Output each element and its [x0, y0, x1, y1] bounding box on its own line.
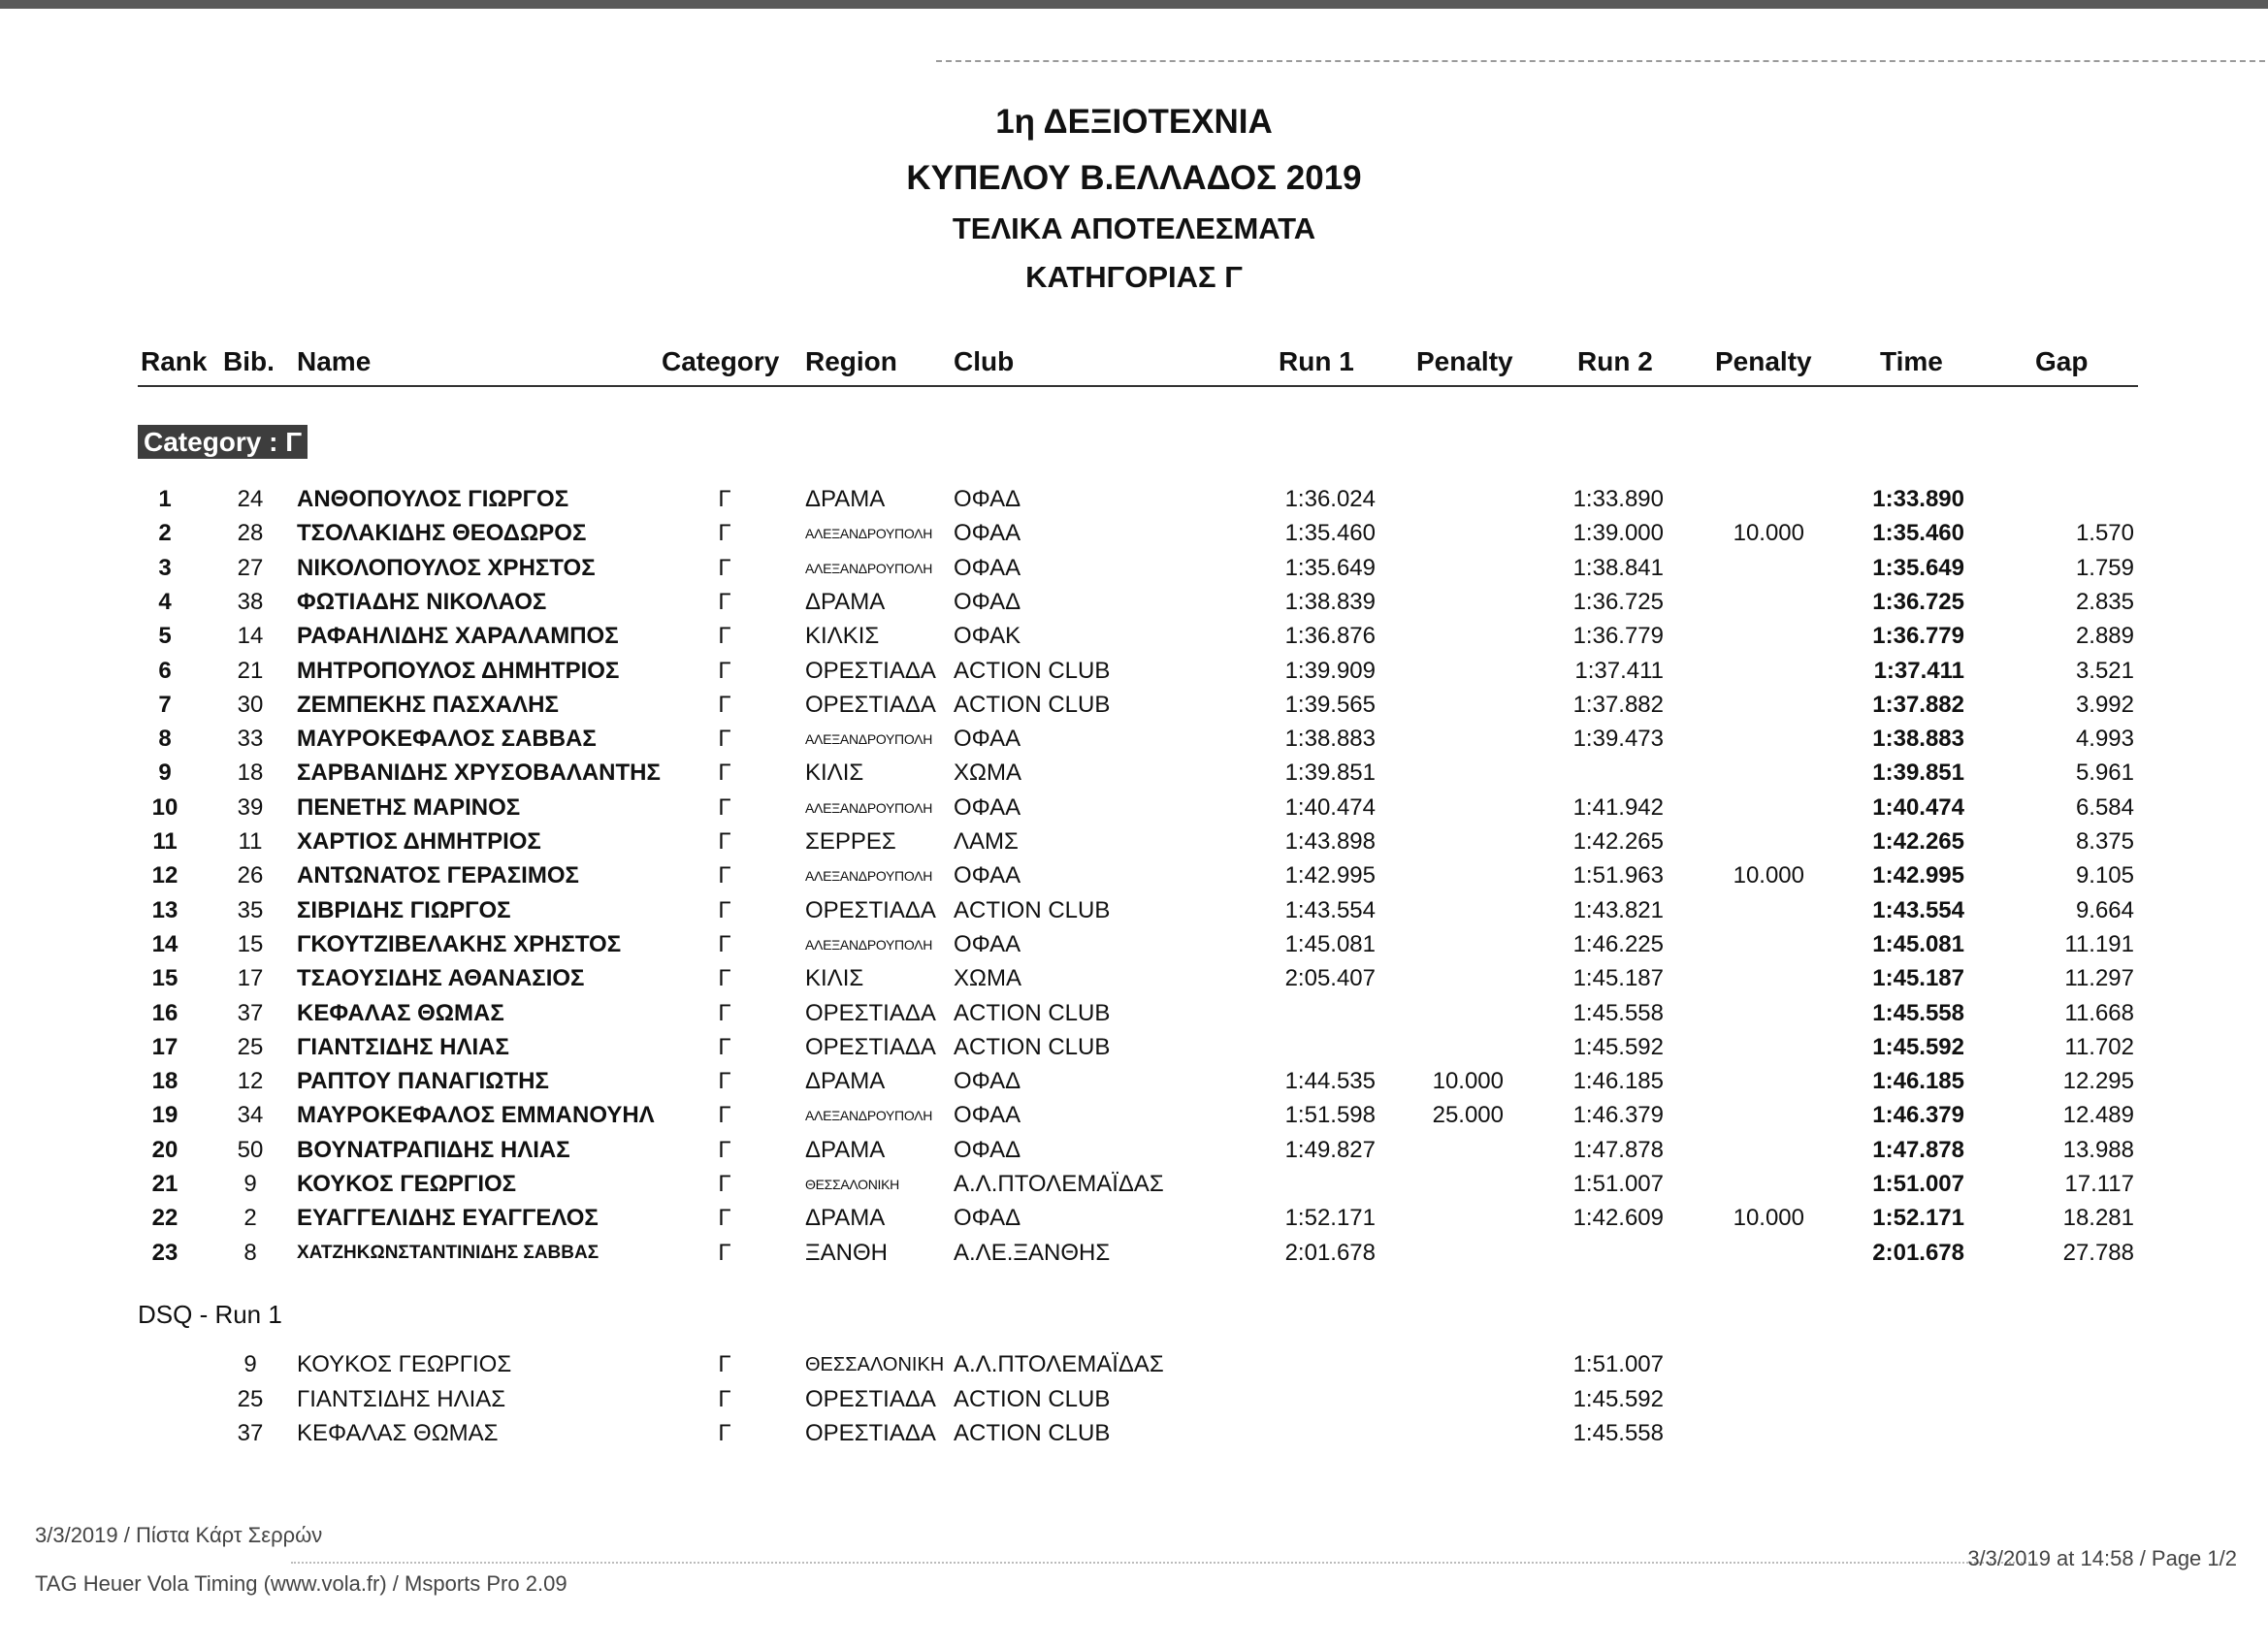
gap-cell: 11.191: [2064, 930, 2134, 957]
run2-cell: 1:51.963: [1572, 862, 1664, 889]
club-cell: ΟΦΑΑ: [954, 930, 1021, 957]
run1-cell: 1:35.460: [1284, 520, 1376, 547]
run1-cell: 1:44.535: [1284, 1068, 1376, 1095]
name-cell: ΡΑΠΤΟΥ ΠΑΝΑΓΙΩΤΗΣ: [297, 1068, 549, 1095]
name-cell: ΚΟΥΚΟΣ ΓΕΩΡΓΙΟΣ: [297, 1351, 512, 1377]
table-row: [0, 554, 2268, 588]
name-cell: ΠΕΝΕΤΗΣ ΜΑΡΙΝΟΣ: [297, 793, 521, 821]
region-cell: ΟΡΕΣΤΙΑΔΑ: [805, 1385, 936, 1412]
name-cell: ΜΑΥΡΟΚΕΦΑΛΟΣ ΕΜΜΑΝΟΥΗΛ: [297, 1102, 655, 1129]
penalty2-cell: 10.000: [1733, 862, 1804, 889]
club-cell: ACTION CLUB: [954, 896, 1111, 923]
time-cell: 1:45.187: [1872, 965, 1964, 992]
region-cell: ΔΡΑΜΑ: [805, 1205, 886, 1232]
run1-cell: 1:43.898: [1284, 828, 1376, 855]
region-cell: ΣΕΡΡΕΣ: [805, 828, 896, 855]
club-cell: ΟΦΑΑ: [954, 862, 1021, 889]
table-row: [0, 725, 2268, 759]
bib-cell: 27: [237, 554, 264, 581]
run2-cell: 1:41.942: [1572, 793, 1664, 821]
region-cell: ΔΡΑΜΑ: [805, 486, 886, 512]
col-header-gap: Gap: [2035, 346, 2089, 376]
bib-cell: 9: [243, 1171, 257, 1197]
bib-cell: 34: [237, 1102, 264, 1129]
time-cell: 1:35.460: [1872, 520, 1964, 547]
time-cell: 1:42.265: [1872, 828, 1964, 855]
name-cell: ΚΕΦΑΛΑΣ ΘΩΜΑΣ: [297, 999, 504, 1026]
title-line-4: ΚΑΤΗΓΟΡΙΑΣ Γ: [1025, 260, 1243, 294]
footer-page-info: 3/3/2019 at 14:58 / Page 1/2: [1967, 1546, 2237, 1570]
table-row: [0, 657, 2268, 691]
run1-cell: 1:45.081: [1284, 930, 1376, 957]
table-row: [0, 519, 2268, 553]
rank-cell: 7: [158, 691, 172, 718]
bib-cell: 12: [237, 1068, 264, 1095]
bib-cell: 33: [237, 726, 264, 753]
rank-cell: 11: [152, 828, 178, 855]
gap-cell: 11.297: [2064, 965, 2134, 992]
bib-cell: 8: [243, 1239, 257, 1266]
run2-cell: 1:37.411: [1574, 657, 1664, 684]
run2-cell: 1:45.592: [1572, 1385, 1664, 1412]
col-header-penalty2: Penalty: [1715, 346, 1812, 376]
name-cell: ΝΙΚΟΛΟΠΟΥΛΟΣ ΧΡΗΣΤΟΣ: [297, 554, 596, 581]
club-cell: ΟΦΑΚ: [954, 623, 1021, 650]
run1-cell: 1:52.171: [1284, 1205, 1376, 1232]
time-cell: 1:38.883: [1872, 726, 1964, 753]
category-cell: Γ: [718, 1171, 731, 1197]
footer-dotted-line: [291, 1562, 2037, 1564]
name-cell: ΧΑΤΖΗΚΩΝΣΤΑΝΤΙΝΙΔΗΣ ΣΑΒΒΑΣ: [297, 1242, 599, 1263]
bib-cell: 26: [237, 862, 264, 889]
club-cell: ΟΦΑΔ: [954, 1205, 1021, 1232]
region-cell: ΑΛΕΞΑΝΔΡΟΥΠΟΛΗ: [805, 731, 933, 748]
dsq-row: [0, 1419, 2268, 1453]
col-header-rank: Rank: [141, 346, 208, 376]
time-cell: 1:43.554: [1872, 896, 1964, 923]
region-cell: ΑΛΕΞΑΝΔΡΟΥΠΟΛΗ: [805, 936, 933, 953]
gap-cell: 3.521: [2075, 657, 2134, 684]
run2-cell: 1:42.265: [1572, 828, 1664, 855]
rank-cell: 10: [151, 793, 178, 821]
region-cell: ΔΡΑΜΑ: [805, 588, 886, 615]
time-cell: 1:35.649: [1872, 554, 1964, 581]
run1-cell: 1:36.876: [1284, 623, 1376, 650]
rank-cell: 4: [158, 588, 172, 615]
region-cell: ΞΑΝΘΗ: [805, 1239, 888, 1266]
region-cell: ΟΡΕΣΤΙΑΔΑ: [805, 896, 936, 923]
run1-cell: 2:05.407: [1284, 965, 1376, 992]
run2-cell: 1:45.558: [1572, 999, 1664, 1026]
table-row: [0, 930, 2268, 964]
bib-cell: 9: [243, 1351, 257, 1377]
run2-cell: 1:37.882: [1572, 691, 1664, 718]
run1-cell: 1:51.598: [1284, 1102, 1376, 1129]
bib-cell: 18: [237, 760, 264, 787]
dsq-label: DSQ - Run 1: [138, 1300, 282, 1329]
gap-cell: 1.759: [2075, 554, 2134, 581]
region-cell: ΟΡΕΣΤΙΑΔΑ: [805, 657, 936, 684]
name-cell: ΒΟΥΝΑΤΡΑΠΙΔΗΣ ΗΛΙΑΣ: [297, 1136, 570, 1163]
category-cell: Γ: [718, 588, 731, 615]
scan-top-edge: [0, 0, 2268, 9]
run2-cell: 1:46.185: [1572, 1068, 1664, 1095]
title-line-1: 1η ΔΕΞΙΟΤΕΧΝΙΑ: [995, 103, 1273, 141]
region-cell: ΑΛΕΞΑΝΔΡΟΥΠΟΛΗ: [805, 799, 933, 816]
rank-cell: 9: [158, 760, 172, 787]
table-row: [0, 485, 2268, 519]
gap-cell: 12.295: [2062, 1068, 2134, 1095]
time-cell: 1:39.851: [1872, 760, 1964, 787]
run1-cell: 1:38.839: [1284, 588, 1376, 615]
club-cell: ΟΦΑΔ: [954, 1068, 1021, 1095]
name-cell: ΓΚΟΥΤΖΙΒΕΛΑΚΗΣ ΧΡΗΣΤΟΣ: [297, 930, 622, 957]
run2-cell: 1:36.725: [1572, 588, 1664, 615]
rank-cell: 13: [151, 896, 178, 923]
category-cell: Γ: [718, 1068, 731, 1095]
rank-cell: 1: [158, 486, 172, 512]
gap-cell: 9.105: [2075, 862, 2134, 889]
dsq-row: [0, 1350, 2268, 1384]
club-cell: ΟΦΑΔ: [954, 486, 1021, 512]
region-cell: ΘΕΣΣΑΛΟΝΙΚΗ: [805, 1354, 945, 1375]
col-header-time: Time: [1880, 346, 1943, 376]
name-cell: ΡΑΦΑΗΛΙΔΗΣ ΧΑΡΑΛΑΜΠΟΣ: [297, 623, 619, 650]
gap-cell: 12.489: [2062, 1102, 2134, 1129]
time-cell: 1:42.995: [1872, 862, 1964, 889]
club-cell: Α.Λ.ΠΤΟΛΕΜΑΪΔΑΣ: [954, 1351, 1164, 1377]
col-header-run1: Run 1: [1279, 346, 1354, 376]
bib-cell: 35: [237, 896, 264, 923]
table-row: [0, 896, 2268, 930]
title-line-3: ΤΕΛΙΚΑ ΑΠΟΤΕΛΕΣΜΑΤΑ: [952, 211, 1316, 245]
category-cell: Γ: [718, 999, 731, 1026]
region-cell: ΟΡΕΣΤΙΑΔΑ: [805, 999, 936, 1026]
name-cell: ΑΝΤΩΝΑΤΟΣ ΓΕΡΑΣΙΜΟΣ: [297, 862, 579, 889]
name-cell: ΖΕΜΠΕΚΗΣ ΠΑΣΧΑΛΗΣ: [297, 691, 559, 718]
table-row: [0, 861, 2268, 895]
rank-cell: 22: [151, 1205, 178, 1232]
table-row: [0, 999, 2268, 1033]
club-cell: ΟΦΑΔ: [954, 588, 1021, 615]
region-cell: ΑΛΕΞΑΝΔΡΟΥΠΟΛΗ: [805, 560, 933, 576]
club-cell: ΟΦΑΑ: [954, 1102, 1021, 1129]
club-cell: ACTION CLUB: [954, 1033, 1111, 1060]
name-cell: ΧΑΡΤΙΟΣ ΔΗΜΗΤΡΙΟΣ: [297, 828, 541, 855]
table-row: [0, 793, 2268, 827]
run1-cell: 1:40.474: [1284, 793, 1376, 821]
rank-cell: 20: [151, 1136, 178, 1163]
run2-cell: 1:38.841: [1572, 554, 1664, 581]
gap-cell: 6.584: [2075, 793, 2134, 821]
gap-cell: 18.281: [2062, 1205, 2134, 1232]
rank-cell: 19: [151, 1102, 178, 1129]
time-cell: 1:37.882: [1872, 691, 1964, 718]
category-cell: Γ: [718, 1385, 731, 1412]
club-cell: ΟΦΑΑ: [954, 726, 1021, 753]
name-cell: ΤΣΟΛΑΚΙΔΗΣ ΘΕΟΔΩΡΟΣ: [297, 520, 587, 547]
club-cell: ACTION CLUB: [954, 999, 1111, 1026]
run2-cell: 1:39.000: [1572, 520, 1664, 547]
run2-cell: 1:33.890: [1572, 486, 1664, 512]
bib-cell: 37: [237, 999, 264, 1026]
region-cell: ΑΛΕΞΑΝΔΡΟΥΠΟΛΗ: [805, 868, 933, 885]
table-row: [0, 1136, 2268, 1170]
col-header-penalty1: Penalty: [1416, 346, 1513, 376]
gap-cell: 17.117: [2064, 1171, 2134, 1197]
run2-cell: 1:47.878: [1572, 1136, 1664, 1163]
category-cell: Γ: [718, 930, 731, 957]
rank-cell: 2: [158, 520, 172, 547]
category-cell: Γ: [718, 965, 731, 992]
col-header-name: Name: [297, 346, 372, 376]
table-row: [0, 964, 2268, 998]
time-cell: 1:52.171: [1872, 1205, 1964, 1232]
rank-cell: 17: [151, 1033, 178, 1060]
col-header-bib: Bib.: [223, 346, 275, 376]
table-row: [0, 1204, 2268, 1238]
header-rule: [138, 385, 2138, 387]
club-cell: ACTION CLUB: [954, 1420, 1111, 1446]
name-cell: ΕΥΑΓΓΕΛΙΔΗΣ ΕΥΑΓΓΕΛΟΣ: [297, 1205, 599, 1232]
club-cell: ACTION CLUB: [954, 657, 1111, 684]
club-cell: ΟΦΑΑ: [954, 793, 1021, 821]
table-row: [0, 1033, 2268, 1067]
run2-cell: 1:46.225: [1572, 930, 1664, 957]
club-cell: Α.ΛΕ.ΞΑΝΘΗΣ: [954, 1239, 1111, 1266]
table-row: [0, 691, 2268, 725]
gap-cell: 1.570: [2075, 520, 2134, 547]
run2-cell: 1:45.187: [1572, 965, 1664, 992]
rank-cell: 23: [151, 1239, 178, 1266]
gap-cell: 4.993: [2075, 726, 2134, 753]
bib-cell: 39: [237, 793, 264, 821]
category-badge: Category : Γ: [138, 425, 308, 459]
run1-cell: 1:42.995: [1284, 862, 1376, 889]
run1-cell: 1:39.909: [1284, 657, 1376, 684]
table-row: [0, 588, 2268, 622]
club-cell: ΟΦΑΔ: [954, 1136, 1021, 1163]
col-header-region: Region: [805, 346, 897, 376]
category-cell: Γ: [718, 760, 731, 787]
bib-cell: 11: [238, 828, 263, 855]
category-cell: Γ: [718, 486, 731, 512]
col-header-club: Club: [954, 346, 1015, 376]
time-cell: 1:46.185: [1872, 1068, 1964, 1095]
run1-cell: 1:39.851: [1284, 760, 1376, 787]
bib-cell: 21: [237, 657, 264, 684]
bib-cell: 14: [237, 623, 264, 650]
run2-cell: 1:45.558: [1572, 1420, 1664, 1446]
category-cell: Γ: [718, 1033, 731, 1060]
run1-cell: 1:38.883: [1284, 726, 1376, 753]
club-cell: ACTION CLUB: [954, 1385, 1111, 1412]
penalty2-cell: 10.000: [1733, 520, 1804, 547]
category-cell: Γ: [718, 1136, 731, 1163]
name-cell: ΚΟΥΚΟΣ ΓΕΩΡΓΙΟΣ: [297, 1171, 517, 1197]
rank-cell: 15: [151, 965, 178, 992]
name-cell: ΚΕΦΑΛΑΣ ΘΩΜΑΣ: [297, 1420, 499, 1446]
time-cell: 1:37.411: [1873, 657, 1964, 684]
rank-cell: 5: [158, 623, 172, 650]
region-cell: ΘΕΣΣΑΛΟΝΙΚΗ: [805, 1177, 899, 1192]
penalty1-cell: 25.000: [1432, 1102, 1504, 1129]
club-cell: ΟΦΑΑ: [954, 520, 1021, 547]
bib-cell: 28: [237, 520, 264, 547]
name-cell: ΓΙΑΝΤΣΙΔΗΣ ΗΛΙΑΣ: [297, 1385, 506, 1412]
gap-cell: 5.961: [2075, 760, 2134, 787]
rank-cell: 14: [151, 930, 178, 957]
bib-cell: 2: [243, 1205, 257, 1232]
rank-cell: 3: [158, 554, 172, 581]
run2-cell: 1:46.379: [1572, 1102, 1664, 1129]
category-cell: Γ: [718, 691, 731, 718]
category-cell: Γ: [718, 1420, 731, 1446]
bib-cell: 15: [237, 930, 264, 957]
run1-cell: 1:35.649: [1284, 554, 1376, 581]
run2-cell: 1:45.592: [1572, 1033, 1664, 1060]
bib-cell: 25: [237, 1385, 264, 1412]
run2-cell: 1:36.779: [1572, 623, 1664, 650]
category-cell: Γ: [718, 1102, 731, 1129]
rank-cell: 8: [158, 726, 172, 753]
gap-cell: 2.835: [2075, 588, 2134, 615]
name-cell: ΦΩΤΙΑΔΗΣ ΝΙΚΟΛΑΟΣ: [297, 588, 547, 615]
table-row: [0, 622, 2268, 656]
title-line-2: ΚΥΠΕΛΟΥ Β.ΕΛΛΑΔΟΣ 2019: [906, 159, 1362, 197]
bib-cell: 38: [237, 588, 264, 615]
gap-cell: 27.788: [2062, 1239, 2134, 1266]
table-row: [0, 1170, 2268, 1204]
category-cell: Γ: [718, 657, 731, 684]
gap-cell: 11.668: [2064, 999, 2134, 1026]
region-cell: ΑΛΕΞΑΝΔΡΟΥΠΟΛΗ: [805, 526, 933, 542]
table-row: [0, 1067, 2268, 1101]
col-header-category: Category: [662, 346, 780, 376]
penalty2-cell: 10.000: [1733, 1205, 1804, 1232]
name-cell: ΑΝΘΟΠΟΥΛΟΣ ΓΙΩΡΓΟΣ: [297, 486, 569, 512]
name-cell: ΣΑΡΒΑΝΙΔΗΣ ΧΡΥΣΟΒΑΛΑΝΤΗΣ: [297, 760, 661, 787]
footer-timing-credit: TAG Heuer Vola Timing (www.vola.fr) / Msports Pro 2.09: [35, 1571, 567, 1596]
name-cell: ΣΙΒΡΙΔΗΣ ΓΙΩΡΓΟΣ: [297, 896, 511, 923]
table-row: [0, 759, 2268, 792]
club-cell: ΛΑΜΣ: [954, 828, 1019, 855]
region-cell: ΚΙΛΙΣ: [805, 965, 864, 992]
dsq-row: [0, 1385, 2268, 1419]
region-cell: ΟΡΕΣΤΙΑΔΑ: [805, 691, 936, 718]
region-cell: ΟΡΕΣΤΙΑΔΑ: [805, 1033, 936, 1060]
run1-cell: 1:49.827: [1284, 1136, 1376, 1163]
category-cell: Γ: [718, 1351, 731, 1377]
time-cell: 1:45.081: [1872, 930, 1964, 957]
category-cell: Γ: [718, 623, 731, 650]
region-cell: ΟΡΕΣΤΙΑΔΑ: [805, 1420, 936, 1446]
run2-cell: 1:39.473: [1572, 726, 1664, 753]
gap-cell: 8.375: [2075, 828, 2134, 855]
table-row: [0, 1101, 2268, 1135]
time-cell: 1:47.878: [1872, 1136, 1964, 1163]
gap-cell: 11.702: [2064, 1033, 2134, 1060]
bib-cell: 17: [237, 965, 264, 992]
rank-cell: 12: [151, 862, 178, 889]
time-cell: 1:46.379: [1872, 1102, 1964, 1129]
category-cell: Γ: [718, 1239, 731, 1266]
bib-cell: 37: [237, 1420, 264, 1446]
name-cell: ΤΣΑΟΥΣΙΔΗΣ ΑΘΑΝΑΣΙΟΣ: [297, 965, 585, 992]
table-row: [0, 1239, 2268, 1273]
rank-cell: 6: [158, 657, 172, 684]
time-cell: 1:36.779: [1872, 623, 1964, 650]
category-cell: Γ: [718, 520, 731, 547]
time-cell: 1:36.725: [1872, 588, 1964, 615]
gap-cell: 2.889: [2075, 623, 2134, 650]
region-cell: ΚΙΛΙΣ: [805, 760, 864, 787]
run1-cell: 1:43.554: [1284, 896, 1376, 923]
category-cell: Γ: [718, 828, 731, 855]
table-row: [0, 827, 2268, 861]
region-cell: ΔΡΑΜΑ: [805, 1068, 886, 1095]
name-cell: ΜΗΤΡΟΠΟΥΛΟΣ ΔΗΜΗΤΡΙΟΣ: [297, 657, 620, 684]
region-cell: ΑΛΕΞΑΝΔΡΟΥΠΟΛΗ: [805, 1108, 933, 1124]
header-dashed-line: [936, 60, 2265, 62]
category-cell: Γ: [718, 896, 731, 923]
rank-cell: 16: [151, 999, 178, 1026]
gap-cell: 9.664: [2075, 896, 2134, 923]
penalty1-cell: 10.000: [1432, 1068, 1504, 1095]
bib-cell: 25: [237, 1033, 264, 1060]
time-cell: 1:45.592: [1872, 1033, 1964, 1060]
name-cell: ΜΑΥΡΟΚΕΦΑΛΟΣ ΣΑΒΒΑΣ: [297, 726, 597, 753]
category-cell: Γ: [718, 862, 731, 889]
run1-cell: 2:01.678: [1284, 1239, 1376, 1266]
col-header-run2: Run 2: [1577, 346, 1653, 376]
time-cell: 1:45.558: [1872, 999, 1964, 1026]
time-cell: 2:01.678: [1872, 1239, 1964, 1266]
run1-cell: 1:39.565: [1284, 691, 1376, 718]
club-cell: ACTION CLUB: [954, 691, 1111, 718]
run2-cell: 1:42.609: [1572, 1205, 1664, 1232]
bib-cell: 30: [237, 691, 264, 718]
category-cell: Γ: [718, 554, 731, 581]
name-cell: ΓΙΑΝΤΣΙΔΗΣ ΗΛΙΑΣ: [297, 1033, 509, 1060]
category-cell: Γ: [718, 1205, 731, 1232]
club-cell: ΧΩΜΑ: [954, 760, 1021, 787]
run2-cell: 1:51.007: [1572, 1351, 1664, 1377]
category-cell: Γ: [718, 726, 731, 753]
run2-cell: 1:51.007: [1572, 1171, 1664, 1197]
time-cell: 1:51.007: [1872, 1171, 1964, 1197]
bib-cell: 50: [237, 1136, 264, 1163]
rank-cell: 21: [151, 1171, 178, 1197]
run2-cell: 1:43.821: [1572, 896, 1664, 923]
category-cell: Γ: [718, 793, 731, 821]
region-cell: ΔΡΑΜΑ: [805, 1136, 886, 1163]
region-cell: ΚΙΛΚΙΣ: [805, 623, 880, 650]
club-cell: ΟΦΑΑ: [954, 554, 1021, 581]
rank-cell: 18: [151, 1068, 178, 1095]
gap-cell: 13.988: [2062, 1136, 2134, 1163]
gap-cell: 3.992: [2075, 691, 2134, 718]
club-cell: Α.Λ.ΠΤΟΛΕΜΑΪΔΑΣ: [954, 1171, 1164, 1197]
time-cell: 1:40.474: [1872, 793, 1964, 821]
bib-cell: 24: [237, 486, 264, 512]
footer-date-venue: 3/3/2019 / Πίστα Κάρτ Σερρών: [35, 1523, 323, 1547]
club-cell: ΧΩΜΑ: [954, 965, 1021, 992]
run1-cell: 1:36.024: [1284, 486, 1376, 512]
time-cell: 1:33.890: [1872, 486, 1964, 512]
